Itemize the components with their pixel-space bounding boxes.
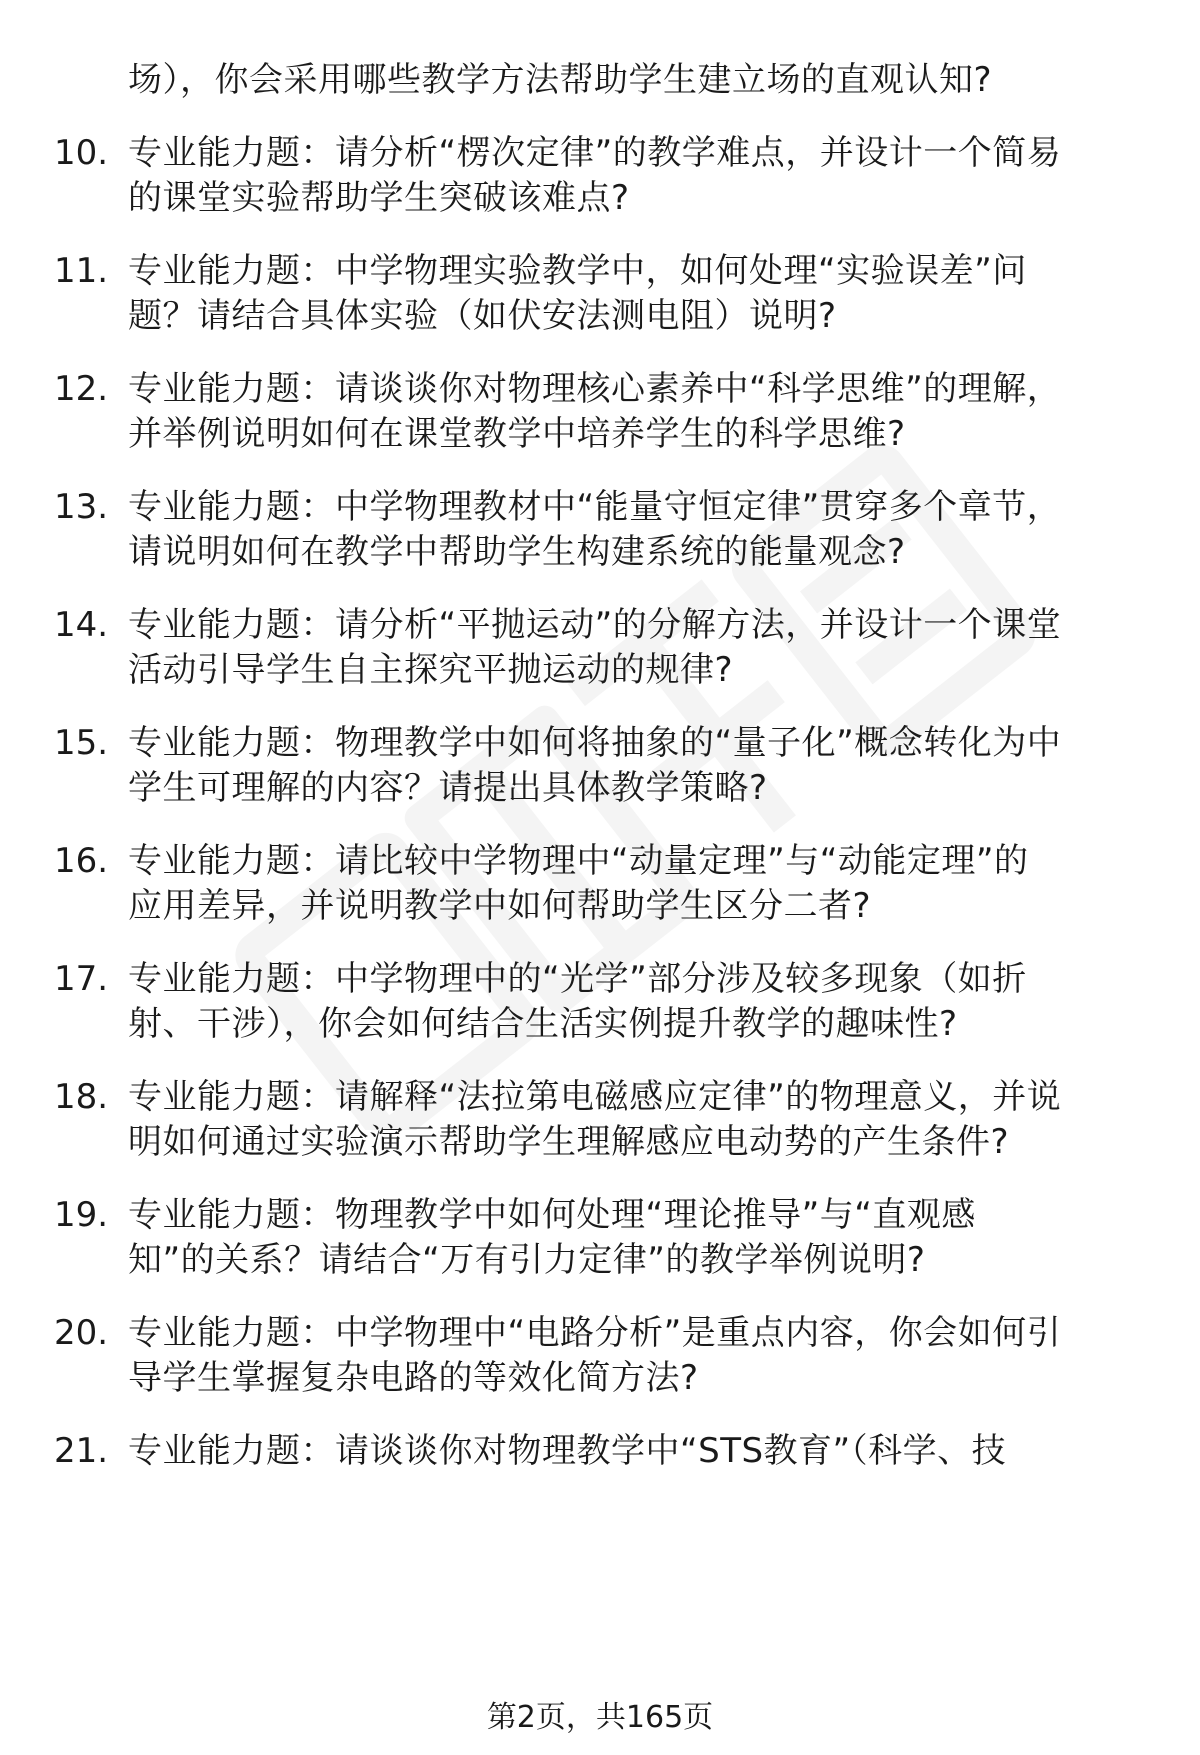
question-line: 专业能力题：中学物理教材中“能量守恒定律”贯穿多个章节，: [128, 487, 1062, 527]
question-line: 专业能力题：物理教学中如何处理“理论推导”与“直观感: [128, 1195, 976, 1235]
question-line: 明如何通过实验演示帮助学生理解感应电动势的产生条件?: [128, 1122, 1010, 1162]
question-line: 题？请结合具体实验（如伏安法测电阻）说明?: [128, 296, 837, 336]
question-line: 专业能力题：请谈谈你对物理教学中“STS教育”（科学、技: [128, 1431, 1007, 1471]
question-line: 并举例说明如何在课堂教学中培养学生的科学思维?: [128, 414, 906, 454]
question-line: 专业能力题：中学物理实验教学中，如何处理“实验误差”问: [128, 251, 1027, 291]
question-line: 射、干涉），你会如何结合生活实例提升教学的趣味性?: [128, 1004, 958, 1044]
question-number: 21.: [54, 1431, 109, 1471]
question-line: 专业能力题：请解释“法拉第电磁感应定律”的物理意义，并说: [128, 1077, 1062, 1117]
question-number: 17.: [54, 959, 109, 999]
question-number: 13.: [54, 487, 109, 527]
question-line: 导学生掌握复杂电路的等效化简方法?: [128, 1358, 699, 1398]
question-number: 15.: [54, 723, 109, 763]
question-line: 学生可理解的内容？请提出具体教学策略?: [128, 768, 768, 808]
question-line: 专业能力题：物理教学中如何将抽象的“量子化”概念转化为中: [128, 723, 1062, 763]
question-line: 专业能力题：请分析“平抛运动”的分解方法，并设计一个课堂: [128, 605, 1062, 645]
question-number: 12.: [54, 369, 109, 409]
question-line: 专业能力题：请谈谈你对物理核心素养中“科学思维”的理解，: [128, 369, 1062, 409]
question-line: 的课堂实验帮助学生突破该难点?: [128, 178, 630, 218]
question-number: 19.: [54, 1195, 109, 1235]
question-line: 专业能力题：请比较中学物理中“动量定理”与“动能定理”的: [128, 841, 1029, 881]
question-number: 10.: [54, 133, 109, 173]
question-number: 18.: [54, 1077, 109, 1117]
question-number: 16.: [54, 841, 109, 881]
question-line: 请说明如何在教学中帮助学生构建系统的能量观念?: [128, 532, 906, 572]
question-line: 专业能力题：中学物理中“电路分析”是重点内容，你会如何引: [128, 1313, 1062, 1353]
question-line: 知”的关系？请结合“万有引力定律”的教学举例说明?: [128, 1240, 926, 1280]
continuation-line: 场），你会采用哪些教学方法帮助学生建立场的直观认知?: [128, 60, 993, 100]
question-line: 应用差异，并说明教学中如何帮助学生区分二者?: [128, 886, 872, 926]
page-footer: 第2页，共165页: [486, 1700, 714, 1735]
question-number: 14.: [54, 605, 109, 645]
question-number: 20.: [54, 1313, 109, 1353]
question-line: 专业能力题：请分析“楞次定律”的教学难点，并设计一个简易: [128, 133, 1062, 173]
question-line: 专业能力题：中学物理中的“光学”部分涉及较多现象（如折: [128, 959, 1027, 999]
question-number: 11.: [54, 251, 109, 291]
question-line: 活动引导学生自主探究平抛运动的规律?: [128, 650, 734, 690]
